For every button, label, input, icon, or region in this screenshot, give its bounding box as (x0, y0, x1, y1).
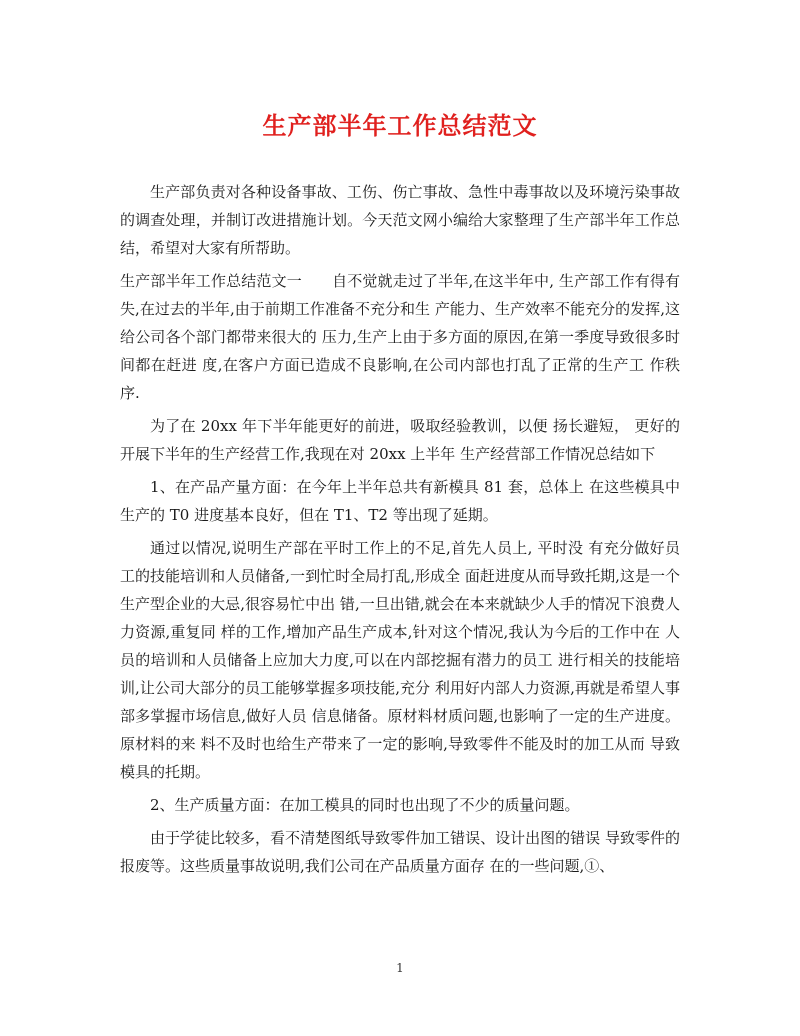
page-number: 1 (396, 961, 404, 975)
paragraph-quality-detail: 由于学徒比较多，看不清楚图纸导致零件加工错误、设计出图的错误 导致零件的报废等。这些质量事故说明,我们公司在产品质量方面存 在的一些问题,①、 (120, 829, 680, 875)
paragraph-plan: 为了在 20xx 年下半年能更好的前进，吸取经验教训，以便 扬长避短， 更好的开展下半年的生产经营工作,我现在对 20xx 上半年 生产经营部工作情况总结如下 (120, 417, 680, 463)
intro-paragraph: 生产部负责对各种设备事故、工伤、伤亡事故、急性中毒事故以及环境污染事故的调查处理，并制订改进措施计划。今天范文网小编给大家整理了生产部半年工作总结，希望对大家有所帮助。 (120, 183, 680, 257)
section-text: 自不觉就走过了半年,在这半年中, 生产部工作有得有失,在过去的半年,由于前期工作准备不充分和生 产能力、生产效率不能充分的发挥,这给公司各个部门都带来很大的 压力,生产上由于多方面的原因,在第一季度导致很多时间都在赶进 度,在客户方面已造成不良影响,在公司内部也打乱了正常的生产工 作秩序. (120, 272, 680, 402)
document-body (120, 178, 680, 885)
document-title: 生产部半年工作总结范文 (262, 111, 538, 140)
section-paragraph (120, 267, 680, 407)
paragraph-analysis: 通过以情况,说明生产部在平时工作上的不足,首先人员上, 平时没 有充分做好员工的技能培训和人员储备,一到忙时全局打乱,形成全 面赶进度从而导致托期,这是一个生产型企业的大忌,很容易忙中出 错,一旦出错,就会在本来就缺少人手的情况下浪费人力资源,重复同 样的工作,增加产品生产成本,针对这个情况,我认为今后的工作中在 人员的培训和人员储备上应加大力度,可以在内部挖掘有潜力的员工 进行相关的技能培训,让公司大部分的员工能够掌握多项技能,充分 利用好内部人力资源,再就是希望人事部多掌握市场信息,做好人员 信息储备。原材料材质问题,也影响了一定的生产进度。原材料的来 料不及时也给生产带来了一定的影响,导致零件不能及时的加工从而 导致模具的托期。 (120, 539, 680, 781)
section-label: 生产部半年工作总结范文一 (120, 272, 302, 290)
paragraph-output: 1、在产品产量方面：在今年上半年总共有新模具 81 套，总体上 在这些模具中生产的 T0 进度基本良好，但在 T1、T2 等出现了延期。 (120, 478, 680, 524)
paragraph-quality: 2、生产质量方面：在加工模具的同时也出现了不少的质量问题。 (150, 796, 580, 814)
